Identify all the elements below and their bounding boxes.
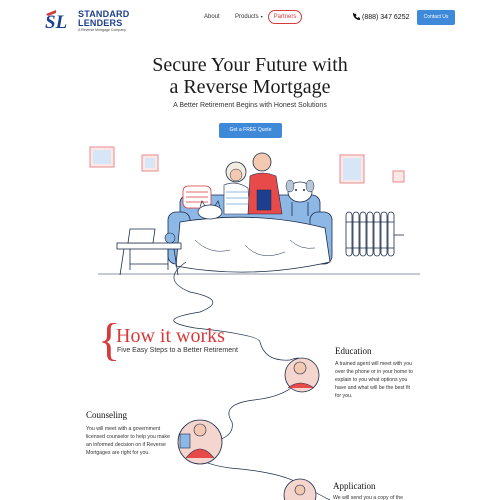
radiator	[346, 212, 404, 256]
education-avatar	[285, 358, 319, 392]
nav-products-menu[interactable]	[235, 14, 263, 20]
hero-illustration	[0, 140, 500, 500]
hero-subtitle: A Better Retirement Begins with Honest Solutions	[173, 102, 327, 109]
wall-frame-right	[340, 155, 364, 183]
section-brace-icon: {	[98, 314, 121, 365]
wall-frame-small	[393, 171, 404, 182]
how-it-works-title: How it works	[116, 325, 225, 347]
nav-products-label: Products	[235, 14, 259, 20]
phone-number: (888) 347 6252	[362, 14, 410, 21]
contact-us-button[interactable]: Contact Us	[417, 10, 455, 25]
how-it-works-subtitle: Five Easy Steps to a Better Retirement	[117, 347, 238, 354]
phone-icon	[353, 13, 360, 20]
nav-about-link[interactable]: About	[204, 14, 220, 20]
nav-partners-link[interactable]: Partners	[268, 10, 302, 24]
phone-link[interactable]	[353, 13, 409, 21]
site-header	[0, 0, 500, 34]
hero-title-line1: Secure Your Future with	[152, 54, 348, 76]
free-quote-button[interactable]: Get a FREE Quote	[219, 123, 282, 138]
brand-name-line2: LENDERS	[78, 18, 123, 28]
step-counseling-text: You will meet with a government licensed counselor to help you make an informed decision on if Reverse Mortgages are right for you.	[86, 426, 170, 456]
step-application-text: We will send you a copy of the	[333, 495, 403, 500]
step-education-title: Education	[335, 346, 372, 356]
logo-mark-icon	[44, 8, 78, 30]
wall-frame-center	[142, 155, 158, 171]
brand-logo[interactable]	[44, 8, 154, 30]
couple-on-sofa	[224, 153, 282, 214]
brand-tagline: A Reverse Mortgage Company	[78, 28, 126, 32]
application-avatar	[284, 479, 316, 500]
counseling-avatar	[178, 420, 222, 464]
svg-text:SL: SL	[45, 12, 68, 30]
hero-title	[100, 54, 400, 98]
step-education-text: A trained agent will meet with you over the phone or in your home to explain to you what options you have and what will be the best fit for you.	[335, 361, 413, 399]
wall-frame-left	[90, 147, 114, 167]
step-counseling-title: Counseling	[86, 410, 128, 420]
hero-title-line2: a Reverse Mortgage	[169, 76, 331, 98]
caret-down-icon: ▾	[260, 14, 263, 19]
brand-name-line1: STANDARD	[78, 9, 130, 19]
step-application-title: Application	[333, 481, 376, 491]
